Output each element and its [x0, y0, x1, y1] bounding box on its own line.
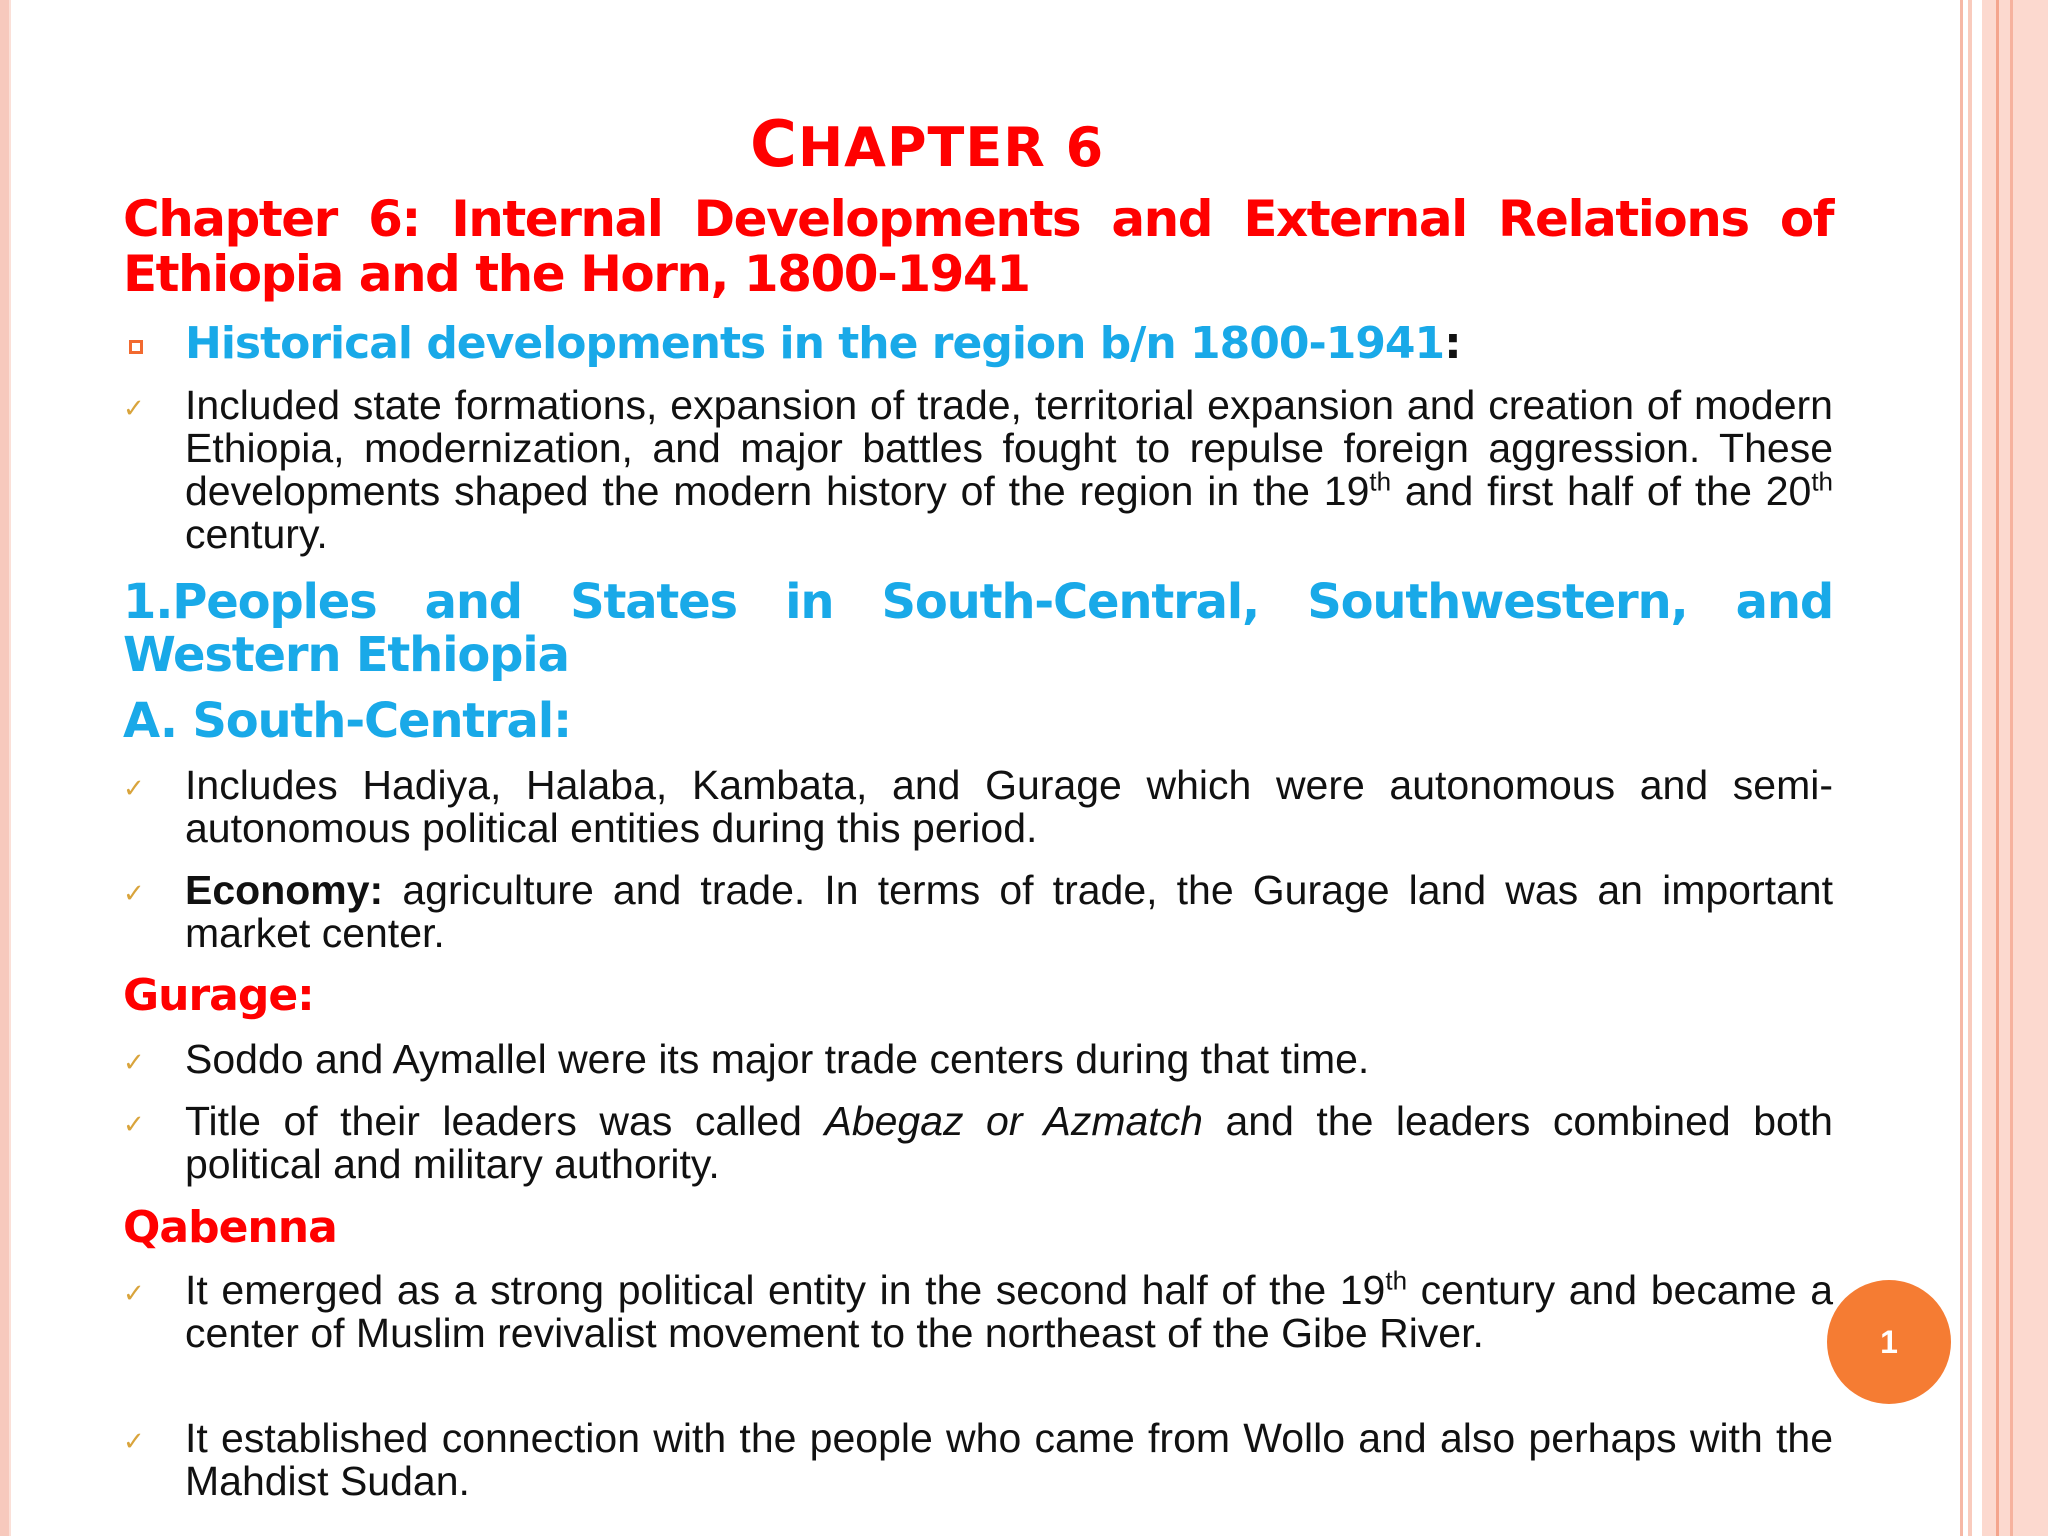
text-part: Title of their leaders was called [185, 1098, 825, 1144]
chapter-heading: Chapter 6: Internal Developments and External Relations of Ethiopia and the Horn, 1800-1941 [123, 190, 1833, 303]
right-border-stripe [1960, 0, 1963, 1536]
superscript: th [1369, 466, 1392, 497]
list-item-text [185, 384, 1833, 556]
text-part: It emerged as a strong political entity in the second half of the 19 [185, 1267, 1386, 1313]
superscript: th [1385, 1265, 1408, 1296]
title-rest: HAPTER 6 [797, 116, 1105, 179]
title-initial: C [750, 108, 798, 182]
list-item-text: Includes Hadiya, Halaba, Kambata, and Gurage which were autonomous and semi-autonomous political entities during this period. [185, 762, 1833, 851]
checkbox-bullet-icon [129, 340, 143, 354]
text-part: and the leaders combined both political and military authority. [185, 1098, 1833, 1187]
text-part: and first half of the 20 [1391, 468, 1812, 514]
text-part: Included state formations, expansion of trade, territorial expansion and creation of modern Ethiopia, modernization, and major battles fought to repulse foreign aggression. These developments shaped the modern history of the region in the 19 [185, 382, 1833, 514]
subsection-heading: A. South-Central: [123, 693, 571, 749]
bullet-heading-colon: : [1444, 318, 1461, 369]
check-bullet-icon: ✓ [123, 1279, 145, 1309]
text-part: century. [185, 511, 328, 557]
right-border-stripe [1982, 0, 2048, 1536]
slide-title [750, 108, 1104, 182]
right-border-stripe [2010, 0, 2013, 1536]
bold-label: Economy: [185, 867, 384, 913]
check-bullet-icon: ✓ [123, 394, 145, 424]
check-bullet-icon: ✓ [123, 1048, 145, 1078]
italic-term: Abegaz or Azmatch [824, 1098, 1203, 1144]
check-bullet-icon: ✓ [123, 774, 145, 804]
right-border-stripe [1996, 0, 1999, 1536]
section-heading: 1.Peoples and States in South-Central, Southwestern, and Western Ethiopia [123, 574, 1833, 683]
list-item-text [185, 1100, 1833, 1186]
check-bullet-icon: ✓ [123, 1110, 145, 1140]
list-item-text: It established connection with the people who came from Wollo and also perhaps with the Mahdist Sudan. [185, 1415, 1833, 1504]
text-part: century and became a center of Muslim revivalist movement to the northeast of the Gibe River. [185, 1267, 1833, 1356]
bullet-heading [185, 318, 1461, 369]
bullet-heading-text: Historical developments in the region b/n 1800-1941 [185, 318, 1445, 369]
list-item-text [185, 869, 1833, 955]
check-bullet-icon: ✓ [123, 879, 145, 909]
list-item-text [185, 1265, 1833, 1356]
text-part: agriculture and trade. In terms of trade, the Gurage land was an important market center. [185, 867, 1833, 956]
list-item-text: Soddo and Aymallel were its major trade centers during that time. [185, 1036, 1370, 1082]
gurage-heading: Gurage: [123, 970, 314, 1021]
page-number-badge: 1 [1827, 1280, 1951, 1404]
superscript: th [1811, 466, 1833, 497]
check-bullet-icon: ✓ [123, 1427, 145, 1457]
qabenna-heading: Qabenna [123, 1202, 337, 1253]
right-border-stripe [1968, 0, 1972, 1536]
left-border-decoration [0, 0, 9, 1536]
